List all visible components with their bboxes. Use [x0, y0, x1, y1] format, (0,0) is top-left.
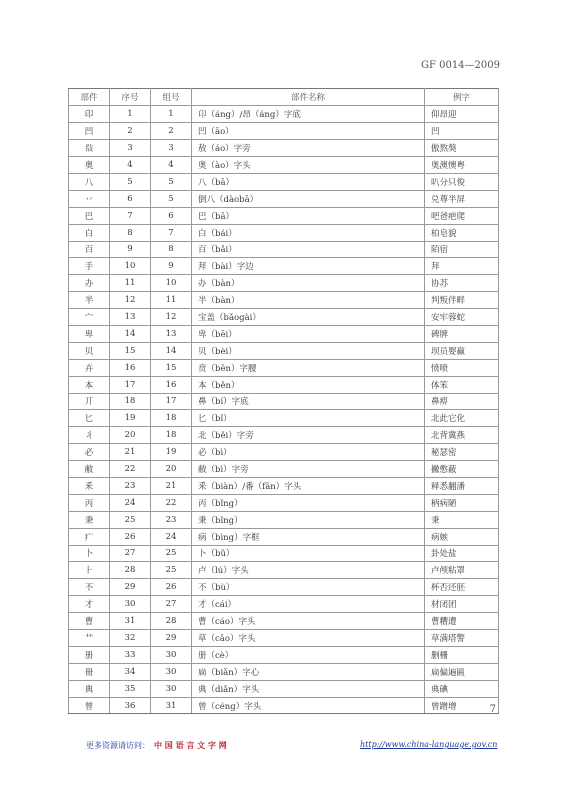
cell-component-name: 典（diǎn）字头: [192, 680, 425, 697]
cell-serial: 35: [110, 680, 151, 697]
table-row: [69, 444, 499, 461]
table-row: [69, 359, 499, 376]
cell-group: 25: [151, 562, 192, 579]
cell-serial: 4: [110, 157, 151, 174]
table-row: [69, 140, 499, 157]
table-row: [69, 393, 499, 410]
cell-group: 7: [151, 224, 192, 241]
cell-example-chars: 叭分只俊: [425, 173, 499, 190]
cell-group: 8: [151, 241, 192, 258]
cell-serial: 25: [110, 511, 151, 528]
cell-component-name: 本（běn）: [192, 376, 425, 393]
table-row: [69, 376, 499, 393]
cell-component-name: 办（bàn）: [192, 275, 425, 292]
cell-example-chars: 卦处盐: [425, 545, 499, 562]
cell-group: 6: [151, 207, 192, 224]
cell-group: 13: [151, 325, 192, 342]
cell-group: 24: [151, 528, 192, 545]
cell-group: 10: [151, 275, 192, 292]
cell-serial: 9: [110, 241, 151, 258]
cell-component: 丌: [69, 393, 110, 410]
cell-component-name: 卑（bēi）: [192, 325, 425, 342]
cell-component-name: 鼻（bí）字底: [192, 393, 425, 410]
header-row: [69, 89, 499, 106]
table-row: [69, 494, 499, 511]
cell-component-name: 拜（bài）字边: [192, 258, 425, 275]
table-row: [69, 511, 499, 528]
cell-component: 本: [69, 376, 110, 393]
cell-component: 曹: [69, 613, 110, 630]
cell-component: 手: [69, 258, 110, 275]
cell-component: 印: [69, 106, 110, 123]
table-body: [69, 106, 499, 714]
header-component-name: 部件名称: [192, 89, 425, 106]
footer-prefix: 更多资源请访问：: [86, 741, 150, 750]
cell-serial: 17: [110, 376, 151, 393]
cell-component: 丙: [69, 494, 110, 511]
cell-serial: 15: [110, 342, 151, 359]
cell-example-chars: 秘瑟密: [425, 444, 499, 461]
cell-group: 29: [151, 630, 192, 647]
cell-group: 18: [151, 410, 192, 427]
cell-example-chars: 杯否还胚: [425, 579, 499, 596]
page-number: 7: [489, 704, 496, 715]
cell-component: 才: [69, 596, 110, 613]
cell-component-name: 北（běi）字旁: [192, 427, 425, 444]
cell-example-chars: 安牢蓉蛇: [425, 309, 499, 326]
cell-component-name: 曾（céng）字头: [192, 697, 425, 714]
cell-component-name: 凹（āo）: [192, 123, 425, 140]
table-row: [69, 258, 499, 275]
cell-component: 百: [69, 241, 110, 258]
cell-serial: 6: [110, 190, 151, 207]
cell-serial: 33: [110, 646, 151, 663]
header-component: 部件: [69, 89, 110, 106]
cell-serial: 32: [110, 630, 151, 647]
cell-group: 26: [151, 579, 192, 596]
cell-component-name: 卢（lú）字头: [192, 562, 425, 579]
cell-component: 办: [69, 275, 110, 292]
cell-group: 17: [151, 393, 192, 410]
cell-component-name: 册（cè）: [192, 646, 425, 663]
cell-group: 11: [151, 292, 192, 309]
footer-url-link[interactable]: http://www.china-language.gov.cn: [360, 740, 498, 749]
table-row: [69, 106, 499, 123]
table-row: [69, 342, 499, 359]
cell-example-chars: 拜: [425, 258, 499, 275]
cell-component-name: 曹（cáo）字头: [192, 613, 425, 630]
cell-component: 丬: [69, 427, 110, 444]
cell-component: 册: [69, 646, 110, 663]
cell-component: 宀: [69, 309, 110, 326]
cell-component: 疒: [69, 528, 110, 545]
table-row: [69, 646, 499, 663]
cell-component: 白: [69, 224, 110, 241]
cell-example-chars: 材闭团: [425, 596, 499, 613]
table-row: [69, 190, 499, 207]
table-row: [69, 596, 499, 613]
cell-example-chars: 吧爸疤爬: [425, 207, 499, 224]
cell-group: 22: [151, 494, 192, 511]
cell-component: 卑: [69, 325, 110, 342]
cell-component: 凹: [69, 123, 110, 140]
table-row: [69, 275, 499, 292]
cell-component-name: 贲（bēn）字腰: [192, 359, 425, 376]
cell-component: 必: [69, 444, 110, 461]
cell-group: 2: [151, 123, 192, 140]
cell-component-name: 奥（ào）字头: [192, 157, 425, 174]
cell-component: 秉: [69, 511, 110, 528]
cell-component-name: 宝盖（bǎogài）: [192, 309, 425, 326]
cell-serial: 13: [110, 309, 151, 326]
footer-resource-note: [86, 740, 227, 751]
cell-example-chars: 凹: [425, 123, 499, 140]
cell-component: 巴: [69, 207, 110, 224]
cell-serial: 19: [110, 410, 151, 427]
cell-serial: 29: [110, 579, 151, 596]
cell-example-chars: 体笨: [425, 376, 499, 393]
cell-component: 卉: [69, 359, 110, 376]
cell-group: 19: [151, 444, 192, 461]
cell-serial: 22: [110, 461, 151, 478]
cell-component: 八: [69, 173, 110, 190]
cell-serial: 30: [110, 596, 151, 613]
document-code: GF 0014—2009: [420, 60, 500, 71]
cell-group: 18: [151, 427, 192, 444]
cell-serial: 31: [110, 613, 151, 630]
footer-site-name[interactable]: 中 国 语 言 文 字 网: [154, 740, 227, 750]
cell-serial: 18: [110, 393, 151, 410]
cell-component-name: 倒八（dàobā）: [192, 190, 425, 207]
cell-serial: 11: [110, 275, 151, 292]
table-row: [69, 292, 499, 309]
cell-example-chars: 判叛伴畔: [425, 292, 499, 309]
cell-group: 16: [151, 376, 192, 393]
cell-group: 21: [151, 477, 192, 494]
table-row: [69, 613, 499, 630]
cell-serial: 2: [110, 123, 151, 140]
cell-serial: 1: [110, 106, 151, 123]
cell-serial: 28: [110, 562, 151, 579]
cell-component-name: 扁（biǎn）字心: [192, 663, 425, 680]
cell-group: 27: [151, 596, 192, 613]
cell-group: 3: [151, 140, 192, 157]
cell-example-chars: 碑牌: [425, 325, 499, 342]
cell-serial: 8: [110, 224, 151, 241]
cell-group: 20: [151, 461, 192, 478]
cell-component-name: 半（bàn）: [192, 292, 425, 309]
header-serial: 序号: [110, 89, 151, 106]
cell-group: 28: [151, 613, 192, 630]
cell-example-chars: 北背冀燕: [425, 427, 499, 444]
cell-component-name: 才（cái）: [192, 596, 425, 613]
cell-group: 9: [151, 258, 192, 275]
cell-component: 丷: [69, 190, 110, 207]
cell-group: 23: [151, 511, 192, 528]
cell-example-chars: 奥澳懊粤: [425, 157, 499, 174]
cell-component: 曾: [69, 697, 110, 714]
cell-group: 15: [151, 359, 192, 376]
cell-component-name: 匕（bǐ）: [192, 410, 425, 427]
cell-component: 匕: [69, 410, 110, 427]
cell-component-name: 釆（biàn）/番（fān）字头: [192, 477, 425, 494]
cell-component: 敝: [69, 461, 110, 478]
cell-component-name: 病（bìng）字框: [192, 528, 425, 545]
cell-serial: 10: [110, 258, 151, 275]
cell-serial: 27: [110, 545, 151, 562]
cell-example-chars: 释悉翻潘: [425, 477, 499, 494]
cell-example-chars: 曹糟遭: [425, 613, 499, 630]
table-row: [69, 224, 499, 241]
cell-group: 4: [151, 157, 192, 174]
cell-component: 釆: [69, 477, 110, 494]
cell-component: 冊: [69, 663, 110, 680]
cell-group: 12: [151, 309, 192, 326]
cell-component: 贝: [69, 342, 110, 359]
cell-component-name: 必（bì）: [192, 444, 425, 461]
cell-example-chars: 删栅: [425, 646, 499, 663]
cell-component: 艹: [69, 630, 110, 647]
table-row: [69, 579, 499, 596]
table-row: [69, 461, 499, 478]
cell-component: 卜: [69, 545, 110, 562]
table-row: [69, 157, 499, 174]
cell-example-chars: 愤喷: [425, 359, 499, 376]
cell-example-chars: 协苏: [425, 275, 499, 292]
table-row: [69, 663, 499, 680]
table-row: [69, 241, 499, 258]
cell-serial: 5: [110, 173, 151, 190]
table-row: [69, 630, 499, 647]
cell-component-name: 巴（bā）: [192, 207, 425, 224]
table-header: [69, 89, 499, 106]
cell-serial: 7: [110, 207, 151, 224]
cell-group: 5: [151, 190, 192, 207]
cell-serial: 34: [110, 663, 151, 680]
cell-example-chars: 曾蹭增: [425, 697, 499, 714]
cell-example-chars: 扁偏遍匾: [425, 663, 499, 680]
cell-component-name: 草（cǎo）字头: [192, 630, 425, 647]
table-row: [69, 477, 499, 494]
cell-serial: 14: [110, 325, 151, 342]
cell-example-chars: 卢颅粘罩: [425, 562, 499, 579]
table-row: [69, 309, 499, 326]
cell-component: ⺊: [69, 562, 110, 579]
component-table: [68, 88, 499, 714]
cell-example-chars: 坝员婴赢: [425, 342, 499, 359]
table-row: [69, 207, 499, 224]
cell-component: 半: [69, 292, 110, 309]
cell-component: 奥: [69, 157, 110, 174]
table-row: [69, 562, 499, 579]
cell-serial: 16: [110, 359, 151, 376]
cell-component-name: 卜（bǔ）: [192, 545, 425, 562]
cell-group: 30: [151, 663, 192, 680]
cell-example-chars: 柄病陋: [425, 494, 499, 511]
cell-component: 𢻇: [69, 140, 110, 157]
table-row: [69, 680, 499, 697]
cell-serial: 24: [110, 494, 151, 511]
header-group: 组号: [151, 89, 192, 106]
table-row: [69, 173, 499, 190]
cell-component-name: 敖（áo）字旁: [192, 140, 425, 157]
cell-example-chars: 病嫉: [425, 528, 499, 545]
cell-example-chars: 傲熬獒: [425, 140, 499, 157]
cell-group: 31: [151, 697, 192, 714]
table-row: [69, 427, 499, 444]
cell-serial: 36: [110, 697, 151, 714]
cell-component-name: 卬（áng）/昂（áng）字底: [192, 106, 425, 123]
table-row: [69, 528, 499, 545]
cell-component-name: 秉（bǐng）: [192, 511, 425, 528]
cell-example-chars: 草满塔警: [425, 630, 499, 647]
cell-component-name: 贝（bèi）: [192, 342, 425, 359]
table-row: [69, 123, 499, 140]
cell-serial: 12: [110, 292, 151, 309]
table-row: [69, 410, 499, 427]
cell-component-name: 丙（bǐng）: [192, 494, 425, 511]
component-table-wrapper: [68, 88, 498, 714]
cell-serial: 26: [110, 528, 151, 545]
cell-example-chars: 秉: [425, 511, 499, 528]
cell-component: 不: [69, 579, 110, 596]
cell-example-chars: 柏皂貌: [425, 224, 499, 241]
cell-component-name: 八（bā）: [192, 173, 425, 190]
cell-group: 14: [151, 342, 192, 359]
cell-group: 30: [151, 646, 192, 663]
cell-serial: 3: [110, 140, 151, 157]
cell-group: 1: [151, 106, 192, 123]
header-example-chars: 例字: [425, 89, 499, 106]
cell-component-name: 白（bái）: [192, 224, 425, 241]
cell-group: 25: [151, 545, 192, 562]
cell-serial: 21: [110, 444, 151, 461]
cell-example-chars: 仰昂迎: [425, 106, 499, 123]
table-row: [69, 545, 499, 562]
cell-component-name: 敝（bì）字旁: [192, 461, 425, 478]
cell-serial: 23: [110, 477, 151, 494]
cell-component-name: 不（bù）: [192, 579, 425, 596]
cell-group: 30: [151, 680, 192, 697]
cell-component-name: 百（bǎi）: [192, 241, 425, 258]
cell-example-chars: 陌宿: [425, 241, 499, 258]
table-row: [69, 697, 499, 714]
cell-example-chars: 北此它化: [425, 410, 499, 427]
cell-example-chars: 鼻痹: [425, 393, 499, 410]
cell-example-chars: 典碘: [425, 680, 499, 697]
cell-group: 5: [151, 173, 192, 190]
cell-component: 典: [69, 680, 110, 697]
table-row: [69, 325, 499, 342]
cell-example-chars: 撇憋蔽: [425, 461, 499, 478]
cell-example-chars: 兑尊半屏: [425, 190, 499, 207]
cell-serial: 20: [110, 427, 151, 444]
